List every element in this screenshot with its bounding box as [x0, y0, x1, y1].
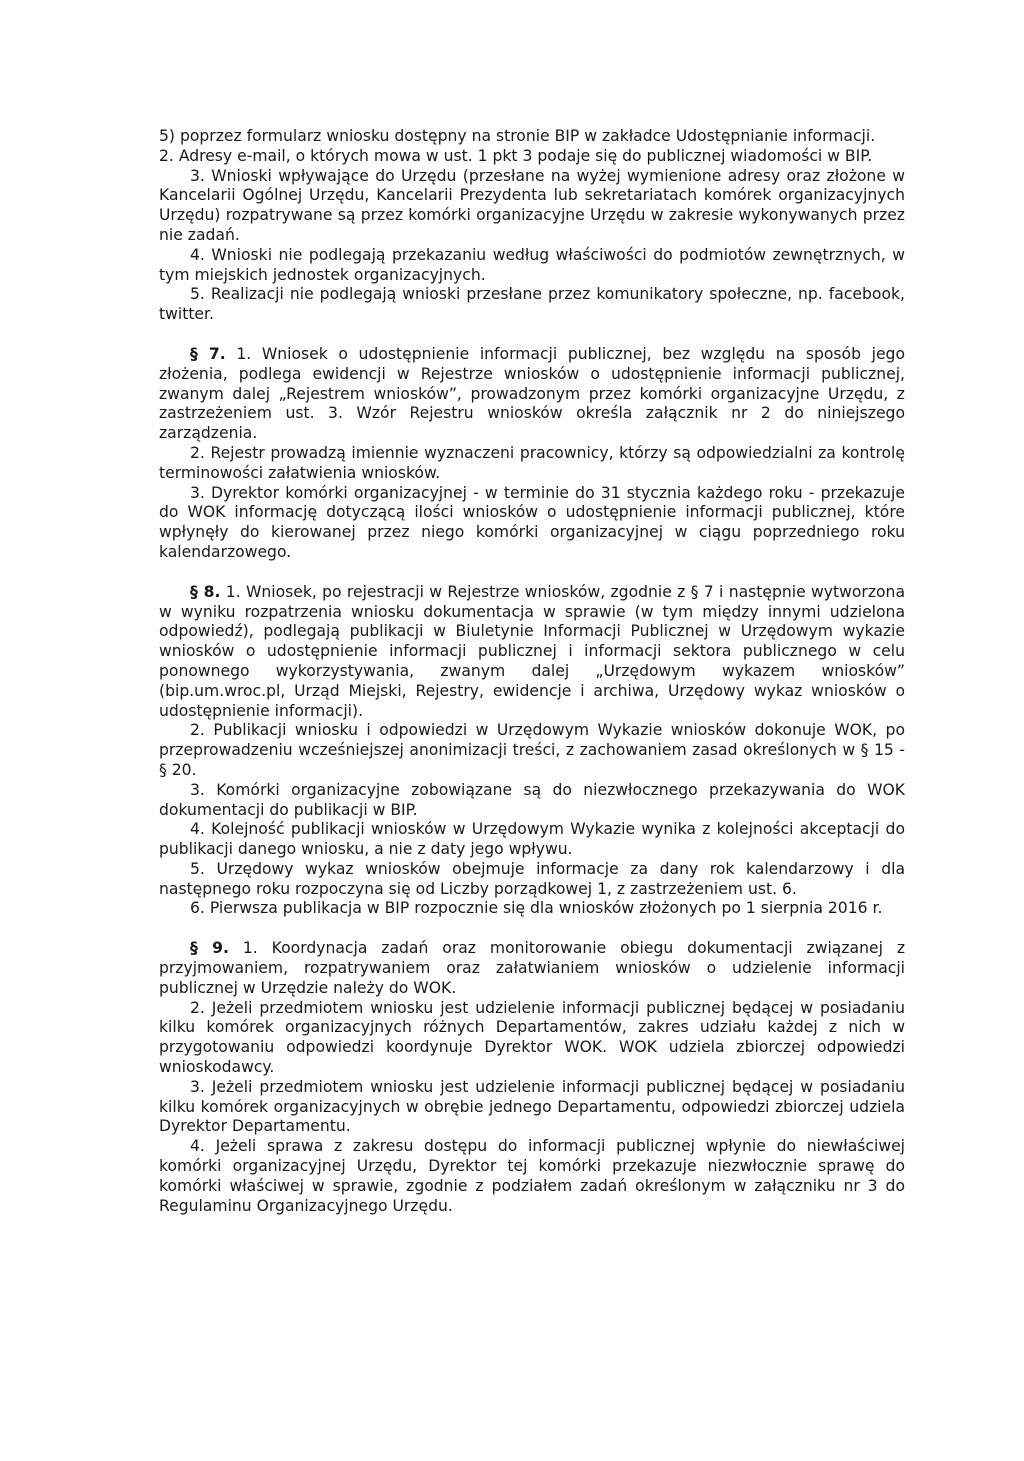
par-2-email: 2. Adresy e-mail, o których mowa w ust. 1 pkt 3 podaje się do publicznej wiadomości w BIP.	[159, 146, 873, 165]
section-9-par-1	[159, 939, 905, 998]
item-5-form: 5) poprzez formularz wniosku dostępny na stronie BIP w zakładce Udostępnianie informacji.	[159, 127, 876, 145]
section-8-par-2: 2. Publikacji wniosku i odpowiedzi w Urzędowym Wykazie wniosków dokonuje WOK, po przeprowadzeniu wcześniejszej anonimizacji treści, z zachowaniem zasad określonych w § 15 - § 20.	[159, 721, 905, 779]
par-5-realizacji: 5. Realizacji nie podlegają wnioski przesłane przez komunikatory społeczne, np. facebook, twitter.	[159, 285, 905, 324]
section-8-par-1	[159, 583, 905, 722]
section-8-mark: § 8.	[190, 582, 221, 601]
section-9-par-4: 4. Jeżeli sprawa z zakresu dostępu do informacji publicznej wpłynie do niewłaściwej komórki organizacyjnej Urzędu, Dyrektor tej komórki przekazuje niezwłocznie sprawę do komórki właściwej w sprawie, zgodnie z podziałem zadań określonym w załączniku nr 3 do Regulaminu Organizacyjnego Urzędu.	[159, 1137, 905, 1215]
section-9-mark: § 9.	[190, 939, 229, 958]
par-4-wnioski: 4. Wnioski nie podlegają przekazaniu według właściwości do podmiotów zewnętrznych, w tym miejskich jednostek organizacyjnych.	[159, 245, 905, 284]
section-7-text-1: 1. Wniosek o udostępnienie informacji publicznej, bez względu na sposób jego złożenia, podlega ewidencji w Rejestrze wniosków o udostępnienie informacji publicznej, zwanym dalej „Rejestrem wniosków”, prowadzonym przez komórki organizacyjne Urzędu, z zastrzeżeniem ust. 3. Wzór Rejestru wniosków określa załącznik nr 2 do niniejszego zarządzenia.	[159, 344, 905, 443]
document-page	[159, 127, 905, 1216]
section-9-par-2: 2. Jeżeli przedmiotem wniosku jest udzielenie informacji publicznej będącej w posiadaniu kilku komórek organizacyjnych różnych Departamentów, zakres udziału każdej z nich w przygotowaniu odpowiedzi koordynuje Dyrektor WOK. WOK udziela zbiorczej odpowiedzi wnioskodawcy.	[159, 998, 905, 1077]
section-8-par-5: 5. Urzędowy wykaz wniosków obejmuje informacje za dany rok kalendarzowy i dla następnego roku rozpoczyna się od Liczby porządkowej 1, z zastrzeżeniem ust. 6.	[159, 859, 905, 898]
section-7-mark: § 7.	[190, 344, 226, 363]
section-8-par-4: 4. Kolejność publikacji wniosków w Urzędowym Wykazie wynika z kolejności akceptacji do publikacji danego wniosku, a nie z daty jego wpływu.	[159, 820, 905, 859]
section-7-par-3: 3. Dyrektor komórki organizacyjnej - w terminie do 31 stycznia każdego roku - przekazuje do WOK informację dotyczącą ilości wniosków o udostępnienie informacji publicznej, które wpłynęły do kierowanej przez niego komórki organizacyjnej w ciągu poprzedniego roku kalendarzowego.	[159, 483, 905, 561]
section-9-text-1: 1. Koordynacja zadań oraz monitorowanie obiegu dokumentacji związanej z przyjmowaniem, rozpatrywaniem oraz załatwianiem wniosków o udzielenie informacji publicznej w Urzędzie należy do WOK.	[159, 939, 906, 997]
section-7-par-2: 2. Rejestr prowadzą imiennie wyznaczeni pracownicy, którzy są odpowiedzialni za kontrolę terminowości załatwienia wniosków.	[159, 443, 905, 482]
section-8-par-6: 6. Pierwsza publikacja w BIP rozpocznie się dla wniosków złożonych po 1 sierpnia 2016 r.	[190, 899, 883, 918]
section-8-text-1: 1. Wniosek, po rejestracji w Rejestrze wniosków, zgodnie z § 7 i następnie wytworzona w wyniku rozpatrzenia wniosku dokumentacja w sprawie (w tym między innymi udzielona odpowiedź), podlegają publikacji w Biuletynie Informacji Publicznej w Urzędowym wykazie wniosków o udostępnienie informacji publicznej i informacji sektora publicznego w celu ponownego wykorzystywania, zwanym dalej „Urzędowym wykazem wniosków” (bip.um.wroc.pl, Urząd Miejski, Rejestry, ewidencje i archiwa, Urzędowy wykaz wniosków o udostępnienie informacji).	[159, 582, 905, 720]
section-9-par-3: 3. Jeżeli przedmiotem wniosku jest udzielenie informacji publicznej będącej w posiadaniu kilku komórek organizacyjnych w obrębie jednego Departamentu, odpowiedzi zbiorczej udziela Dyrektor Departamentu.	[159, 1077, 905, 1136]
par-3-wnioski: 3. Wnioski wpływające do Urzędu (przesłane na wyżej wymienione adresy oraz złożone w Kancelarii Ogólnej Urzędu, Kancelarii Prezydenta lub sekretariatach komórek organizacyjnych Urzędu) rozpatrywane są przez komórki organizacyjne Urzędu w zakresie wykonywanych przez nie zadań.	[159, 166, 905, 244]
section-7-par-1	[159, 345, 905, 444]
section-8-par-3: 3. Komórki organizacyjne zobowiązane są do niezwłocznego przekazywania do WOK dokumentacji do publikacji w BIP.	[159, 780, 905, 819]
